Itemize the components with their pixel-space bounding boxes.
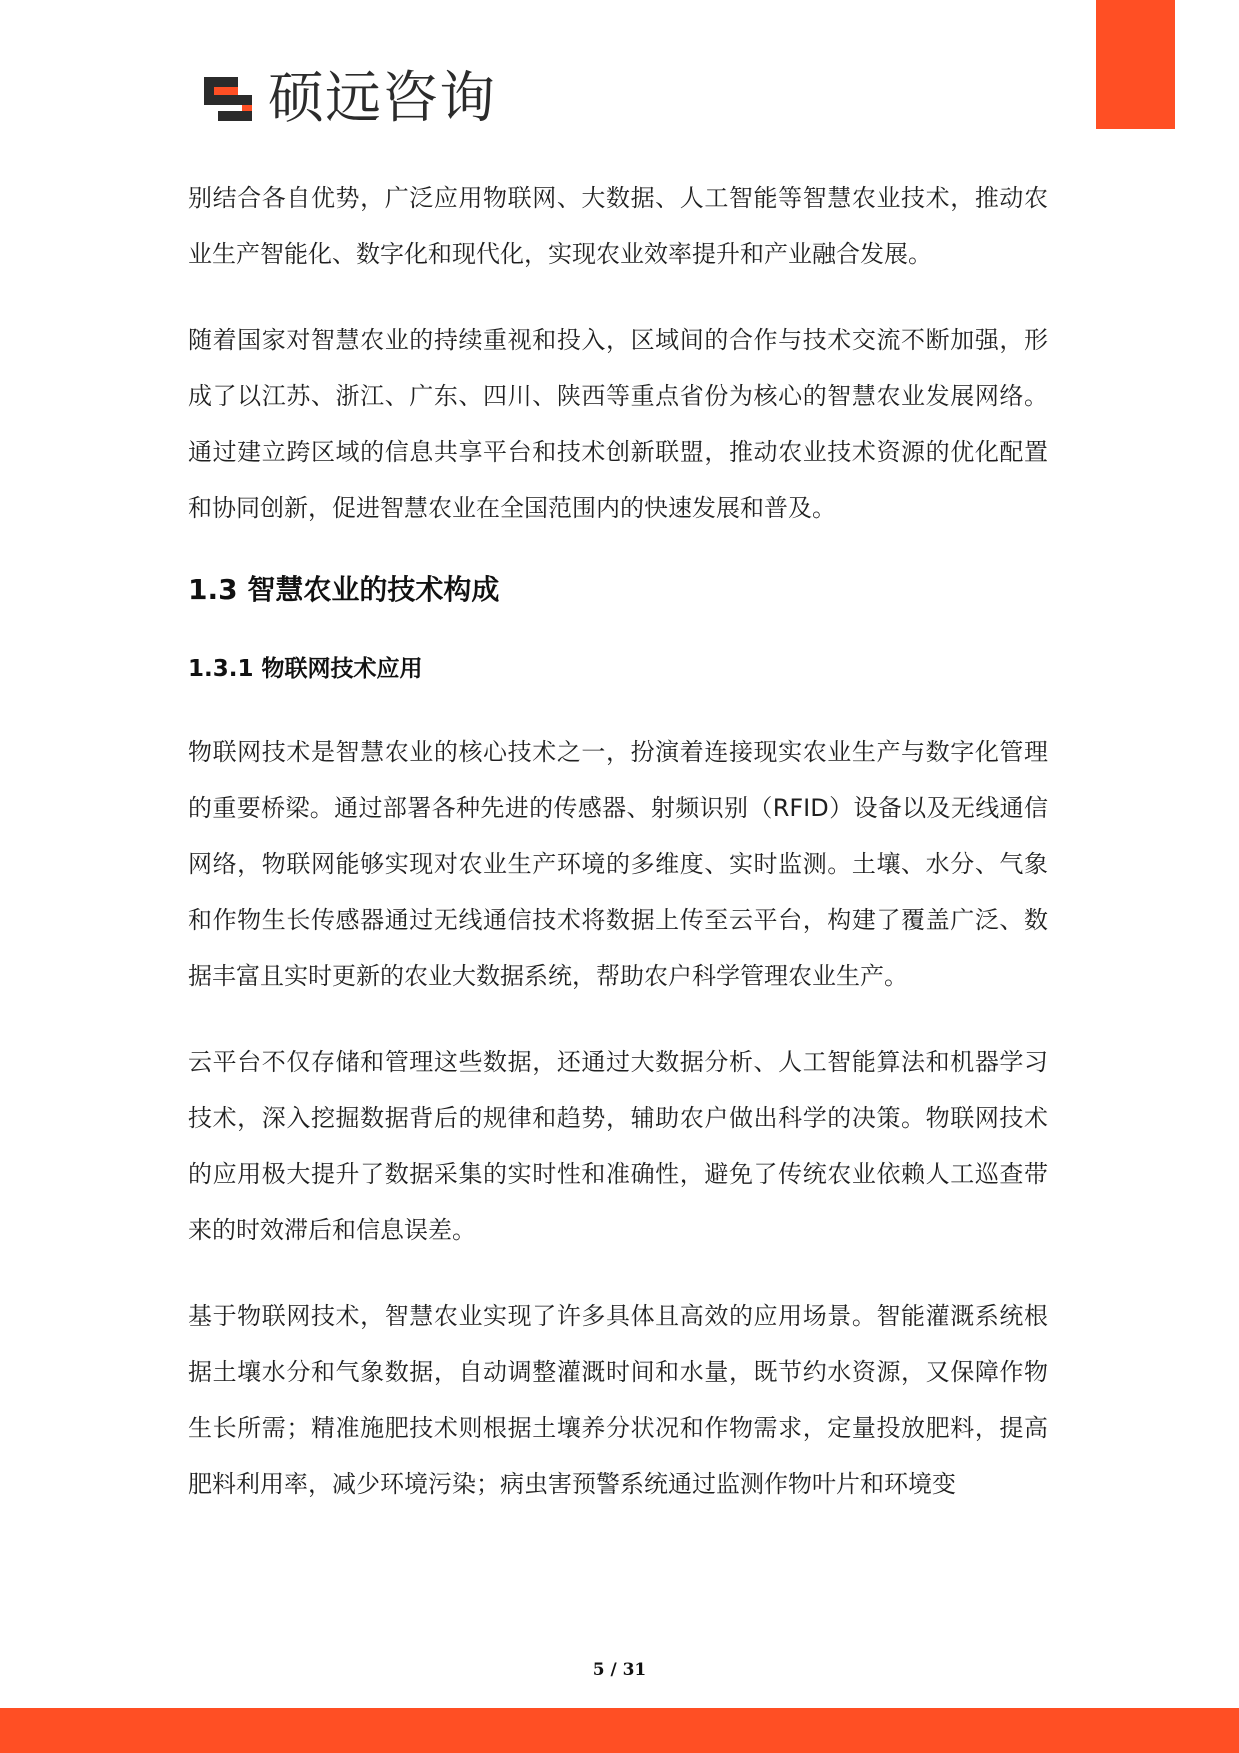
brand-s-icon bbox=[200, 73, 256, 125]
paragraph-3: 物联网技术是智慧农业的核心技术之一，扮演着连接现实农业生产与数字化管理的重要桥梁。通过部署各种先进的传感器、射频识别（RFID）设备以及无线通信网络，物联网能够实现对农业生产环境的多维度、实时监测。土壤、水分、气象和作物生长传感器通过无线通信技术将数据上传至云平台，构建了覆盖广泛、数据丰富且实时更新的农业大数据系统，帮助农户科学管理农业生产。 bbox=[188, 738, 1048, 990]
paragraph-4: 云平台不仅存储和管理这些数据，还通过大数据分析、人工智能算法和机器学习技术，深入挖掘数据背后的规律和趋势，辅助农户做出科学的决策。物联网技术的应用极大提升了数据采集的实时性和准确性，避免了传统农业依赖人工巡查带来的时效滞后和信息误差。 bbox=[188, 1048, 1048, 1244]
brand-logo bbox=[200, 66, 496, 131]
subsection-heading: 1.3.1 物联网技术应用 bbox=[188, 656, 423, 682]
paragraph-5: 基于物联网技术，智慧农业实现了许多具体且高效的应用场景。智能灌溉系统根据土壤水分和气象数据，自动调整灌溉时间和水量，既节约水资源，又保障作物生长所需；精准施肥技术则根据土壤养分状况和作物需求，定量投放肥料，提高肥料利用率，减少环境污染；病虫害预警系统通过监测作物叶片和环境变 bbox=[188, 1302, 1048, 1498]
section-heading: 1.3 智慧农业的技术构成 bbox=[188, 573, 500, 606]
corner-accent-tab bbox=[1096, 0, 1175, 129]
footer-accent-bar bbox=[0, 1708, 1239, 1753]
brand-name: 硕远咨询 bbox=[268, 66, 496, 131]
paragraph-1: 别结合各自优势，广泛应用物联网、大数据、人工智能等智慧农业技术，推动农业生产智能化、数字化和现代化，实现农业效率提升和产业融合发展。 bbox=[188, 184, 1048, 268]
document-body bbox=[188, 170, 1048, 1512]
page-number: 5 / 31 bbox=[592, 1660, 647, 1680]
paragraph-2: 随着国家对智慧农业的持续重视和投入，区域间的合作与技术交流不断加强，形成了以江苏、浙江、广东、四川、陕西等重点省份为核心的智慧农业发展网络。通过建立跨区域的信息共享平台和技术创新联盟，推动农业技术资源的优化配置和协同创新，促进智慧农业在全国范围内的快速发展和普及。 bbox=[188, 326, 1048, 522]
